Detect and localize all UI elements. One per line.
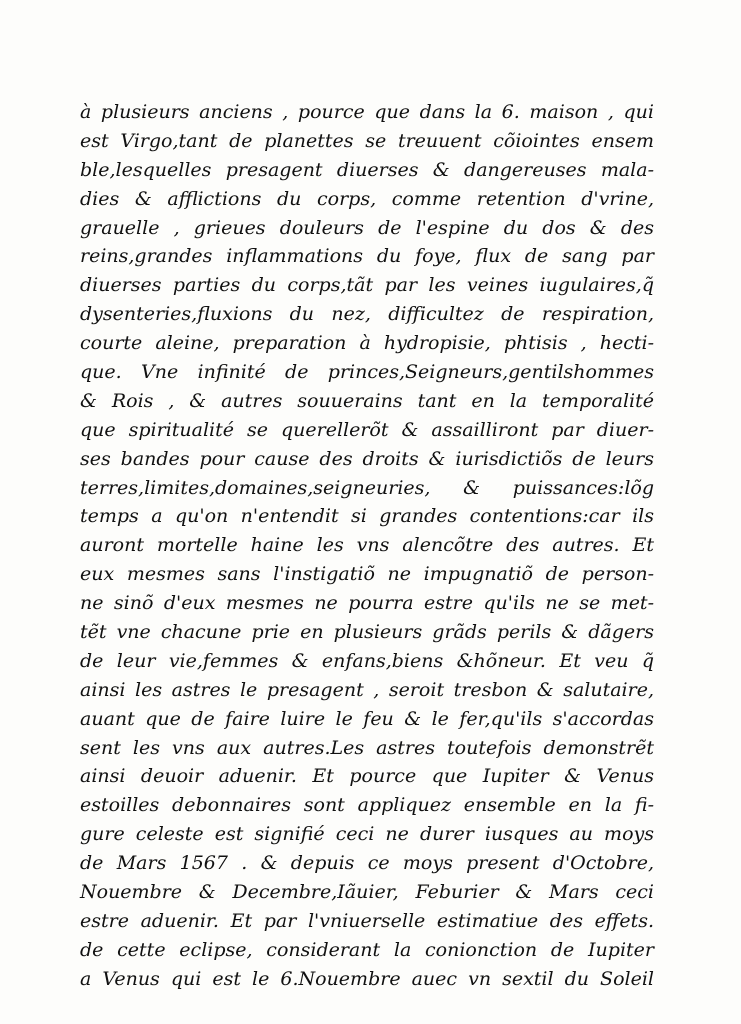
text-line: ses bandes pour cause des droits & iurisdictiõs de leurs <box>80 447 654 470</box>
text-line: dies & afflictions du corps, comme retention d'vrine, <box>80 187 654 210</box>
text-line: ainsi deuoir aduenir. Et pource que Iupiter & Venus <box>80 765 654 788</box>
text-line: estre aduenir. Et par l'vniuerselle estimatiue des effets. <box>80 909 654 932</box>
text-line: ne sinõ d'eux mesmes ne pourra estre qu'ils ne se met- <box>80 592 654 615</box>
text-line: estoilles debonnaires sont appliquez ensemble en la fi- <box>80 794 654 817</box>
text-line: reins,grandes inflammations du foye, flux de sang par <box>80 245 654 268</box>
text-line: diuerses parties du corps,tãt par les veines iugulaires,q̃ <box>80 274 654 297</box>
body-text <box>80 98 654 994</box>
text-line: & Rois , & autres souuerains tant en la temporalité <box>80 389 654 412</box>
text-line: que. Vne infinité de princes,Seigneurs,gentilshommes <box>80 361 654 384</box>
text-line: sent les vns aux autres.Les astres toutefois demonstrẽt <box>80 736 654 759</box>
text-line: à plusieurs anciens , pource que dans la 6. maison , qui <box>80 101 654 123</box>
text-line: ainsi les astres le presagent , seroit tresbon & salutaire, <box>80 678 654 701</box>
text-line: Nouembre & Decembre,Iãuier, Feburier & Mars ceci <box>80 881 654 904</box>
text-line: est Virgo,tant de planettes se treuuent cõiointes ensem <box>80 129 654 152</box>
text-line: de cette eclipse, considerant la conionction de Iupiter <box>80 938 654 961</box>
text-line: temps a qu'on n'entendit si grandes contentions:car ils <box>80 505 654 528</box>
text-line: gure celeste est signifié ceci ne durer iusques au moys <box>80 823 654 846</box>
text-line: de leur vie,femmes & enfans,biens &hõneur. Et veu q̃ <box>80 649 654 672</box>
text-line: auront mortelle haine les vns alencõtre des autres. Et <box>80 534 654 557</box>
text-line: eux mesmes sans l'instigatiõ ne impugnatiõ de person- <box>80 563 654 586</box>
text-line: de Mars 1567 . & depuis ce moys present d'Octobre, <box>80 852 654 875</box>
text-line: tẽt vne chacune prie en plusieurs grãds perils & dãgers <box>80 621 654 644</box>
text-line: grauelle , grieues douleurs de l'espine du dos & des <box>80 216 654 239</box>
text-line: courte aleine, preparation à hydropisie, phtisis , hecti- <box>80 332 654 355</box>
text-line: dysenteries,fluxions du nez, difficultez de respiration, <box>80 303 654 326</box>
text-line: ble,lesquelles presagent diuerses & dangereuses mala- <box>80 158 654 181</box>
text-line: a Venus qui est le 6.Nouembre auec vn sextil du Soleil <box>80 967 654 990</box>
text-line: terres,limites,domaines,seigneuries, & puissances:lõg <box>80 476 654 499</box>
text-line: auant que de faire luire le feu & le fer,qu'ils s'accordas <box>80 707 654 730</box>
text-line: que spiritualité se querellerõt & assailliront par diuer- <box>80 418 654 441</box>
